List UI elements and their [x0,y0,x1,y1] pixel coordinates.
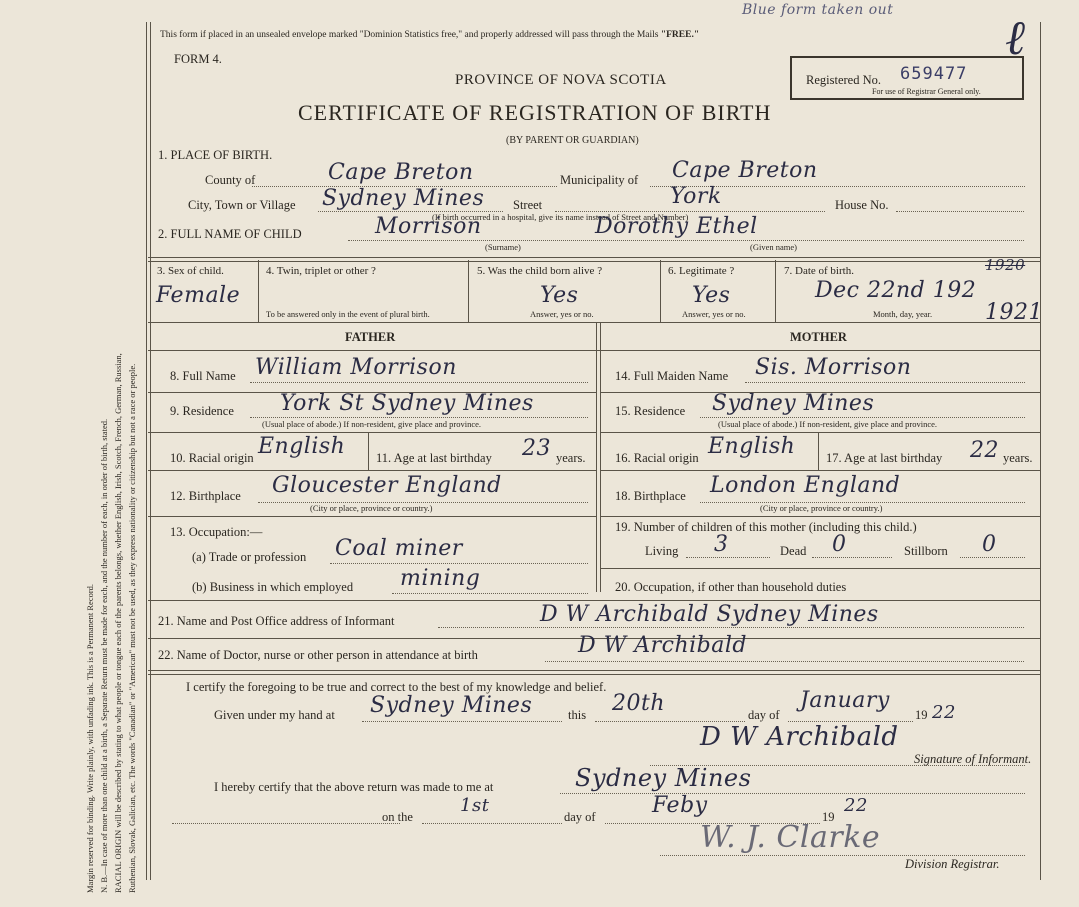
mother-row15-rule [600,432,1040,433]
given-label: Given under my hand at [214,708,335,722]
dead-line [812,557,892,558]
alive-caption: Answer, yes or no. [530,309,594,319]
living-value: 3 [714,532,729,557]
twin-label: 4. Twin, triplet or other ? [266,265,376,277]
mother-heading: MOTHER [790,330,847,344]
mother-residence-caption: (Usual place of abode.) If non-resident, give place and province. [718,419,938,429]
row3-divider-2 [468,260,469,322]
dead-value: 0 [832,532,847,557]
sex-value: Female [156,283,241,308]
father-residence-caption: (Usual place of abode.) If non-resident, give place and province. [262,419,482,429]
registered-number: 659477 [900,64,968,84]
father-row12-rule [148,516,596,517]
registrar-day-line [422,823,562,824]
father-occupation-label: 13. Occupation:— [170,525,263,539]
municipality-label: Municipality of [560,173,639,187]
county-value: Cape Breton [328,160,474,185]
stillborn-line [960,557,1025,558]
house-line [896,211,1024,212]
registrar-day-value: 1st [460,795,490,816]
living-label: Living [645,544,679,558]
mother-maiden-value: Sis. Morrison [755,355,912,380]
registrar-month-value: Feby [652,793,708,818]
child-name-line [348,240,1024,241]
mother-birthplace-label: 18. Birthplace [615,489,686,503]
father-business-line [392,593,588,594]
frame-right [1040,22,1041,880]
father-trade-line [330,563,588,564]
father-trade-label: (a) Trade or profession [192,550,307,564]
child-surname: Morrison [375,214,482,239]
father-age-years: years. [556,451,586,465]
mother-racial-label: 16. Racial origin [615,451,699,465]
father-residence-label: 9. Residence [170,404,234,418]
mother-row18-rule [600,516,1040,517]
child-given-name: Dorothy Ethel [595,214,758,239]
informant-line [438,627,1024,628]
informant-label: 21. Name and Post Office address of Informant [158,614,395,628]
father-business-value: mining [400,566,481,591]
margin-note-racial-origin-1: RACIAL ORIGIN will be described by stating to what people or tongue each of the parents belongs, whether English, Irish, Scotch, French, German, Russian, [113,353,123,893]
province-heading: PROVINCE OF NOVA SCOTIA [455,72,667,88]
child-name-label: 2. FULL NAME OF CHILD [158,227,302,241]
street-value: York [670,184,722,209]
dob-struck-year: 1920 [985,256,1026,274]
registrar-signature-line [660,855,1025,856]
legitimate-value: Yes [692,283,731,308]
surname-caption: (Surname) [485,242,521,252]
form-number: FORM 4. [174,52,222,66]
registrar-day-of-label: day of [564,810,596,824]
parents-heading-rule [148,350,1040,351]
registered-number-box [790,56,1024,100]
check-mark: ℓ [1005,10,1026,66]
mother-maiden-label: 14. Full Maiden Name [615,369,729,383]
father-age-value: 23 [522,436,551,461]
alive-label: 5. Was the child born alive ? [477,265,603,277]
registrar-year-value: 22 [844,795,868,816]
year-value: 22 [932,702,956,723]
city-value: Sydney Mines [322,186,485,211]
informant-value: D W Archibald Sydney Mines [540,602,879,627]
row3-divider-4 [775,260,776,322]
registrar-left-line [172,823,400,824]
mother-racial-value: English [708,434,796,459]
father-birthplace-label: 12. Birthplace [170,489,241,503]
day-of-label: day of [748,708,780,722]
dob-label: 7. Date of birth. [784,265,854,277]
row3-bottom-rule [148,322,1040,323]
doctor-bottom-rule [148,670,1040,675]
parents-divider [596,322,601,592]
mother-residence-line [700,417,1025,418]
informant-signature: D W Archibald [700,722,899,752]
dead-label: Dead [780,544,807,558]
mother-age-value: 22 [970,438,999,463]
registered-label: Registered No. [806,73,881,87]
mother-age-years: years. [1003,451,1033,465]
father-row9-rule [148,432,596,433]
city-label: City, Town or Village [188,198,296,212]
father-residence-line [250,417,588,418]
row3-divider-3 [660,260,661,322]
mother-age-label: 17. Age at last birthday [826,451,943,465]
legitimate-caption: Answer, yes or no. [682,309,746,319]
informant-top-rule [148,600,1040,601]
certify-statement: I certify the foregoing to be true and correct to the best of my knowledge and belief. [186,680,607,694]
this-day-value: 20th [612,691,666,716]
this-label: this [568,708,587,722]
mother-maiden-line [745,382,1025,383]
doctor-line [545,661,1024,662]
doctor-label: 22. Name of Doctor, nurse or other person in attendance at birth [158,648,478,662]
stillborn-label: Stillborn [904,544,948,558]
alive-value: Yes [540,283,579,308]
twin-note: To be answered only in the event of plural birth. [266,309,430,319]
father-residence-value: York St Sydney Mines [280,391,534,416]
father-name-label: 8. Full Name [170,369,236,383]
living-line [686,557,770,558]
municipality-value: Cape Breton [672,158,818,183]
given-name-caption: (Given name) [750,242,797,252]
mother-birthplace-caption: (City or place, province or country.) [760,503,883,513]
county-label: County of [205,173,256,187]
frame-left [146,22,151,880]
row3-divider-1 [258,260,259,322]
father-trade-value: Coal miner [335,536,463,561]
father-racial-value: English [258,434,346,459]
registrar-year-prefix: 19 [822,810,835,824]
legitimate-label: 6. Legitimate ? [668,265,735,277]
hospital-note: (If birth occurred in a hospital, give its name instead of Street and Number) [432,212,689,222]
father-row10-rule [148,470,596,471]
house-label: House No. [835,198,889,212]
father-age-label: 11. Age at last birthday [376,451,492,465]
father-name-value: William Morrison [255,355,457,380]
registrar-caption: Division Registrar. [905,857,1000,871]
month-value: January [800,688,890,713]
dob-caption: Month, day, year. [873,309,933,319]
mother-occupation-label: 20. Occupation, if other than household duties [615,580,847,594]
registrar-place-value: Sydney Mines [575,764,752,792]
dob-value: Dec 22nd 192 [815,278,977,303]
registrar-signature: W. J. Clarke [700,820,881,855]
father-heading: FATHER [345,330,396,344]
registrar-use-note: For use of Registrar General only. [872,87,981,96]
registrar-place-line [560,793,1025,794]
dob-year-correction: 1921 [985,300,1043,325]
row3-top-rule [148,257,1040,262]
given-place-value: Sydney Mines [370,693,533,718]
mother-row16-rule [600,470,1040,471]
margin-note-multiple-births: N. B.—In case of more than one child at a birth, a Separate Return must be made for each, and the number of each, in order of birth, stated. [99,418,109,893]
signature-caption: Signature of Informant. [914,752,1032,766]
margin-note-binding: Margin reserved for binding. Write plainly, with unfading ink. This is a Permanent Record. [85,583,95,893]
father-age-divider [368,432,369,470]
stillborn-value: 0 [982,532,997,557]
on-the-label: on the [382,810,413,824]
sex-label: 3. Sex of child. [157,265,224,277]
top-handwritten-note: Blue form taken out [742,2,894,18]
street-label: Street [513,198,543,212]
given-place-line [362,721,562,722]
certificate-subtitle: (BY PARENT OR GUARDIAN) [506,135,639,146]
mother-row19-rule [600,568,1040,569]
father-business-label: (b) Business in which employed [192,580,354,594]
mother-residence-value: Sydney Mines [712,391,875,416]
place-of-birth-heading: 1. PLACE OF BIRTH. [158,148,273,162]
certificate-title: CERTIFICATE OF REGISTRATION OF BIRTH [298,100,772,125]
margin-note-racial-origin-2: Ruthenian, Slovak, Galician, etc. The words "Canadian" or "American" must not be used, as they express nationality or citizenship but not a race or people. [127,363,137,893]
mother-residence-label: 15. Residence [615,404,686,418]
father-birthplace-caption: (City or place, province or country.) [310,503,433,513]
mother-children-label: 19. Number of children of this mother (including this child.) [615,520,917,534]
year-prefix: 19 [915,708,928,722]
father-racial-label: 10. Racial origin [170,451,254,465]
mother-age-divider [818,432,819,470]
mother-birthplace-value: London England [710,473,901,498]
mail-note: This form if placed in an unsealed envelope marked "Dominion Statistics free," and properly addressed will pass through the Mails "FREE." [160,30,700,40]
father-name-line [250,382,588,383]
father-birthplace-value: Gloucester England [272,473,502,498]
doctor-value: D W Archibald [578,633,747,658]
registrar-statement: I hereby certify that the above return was made to me at [214,780,494,794]
